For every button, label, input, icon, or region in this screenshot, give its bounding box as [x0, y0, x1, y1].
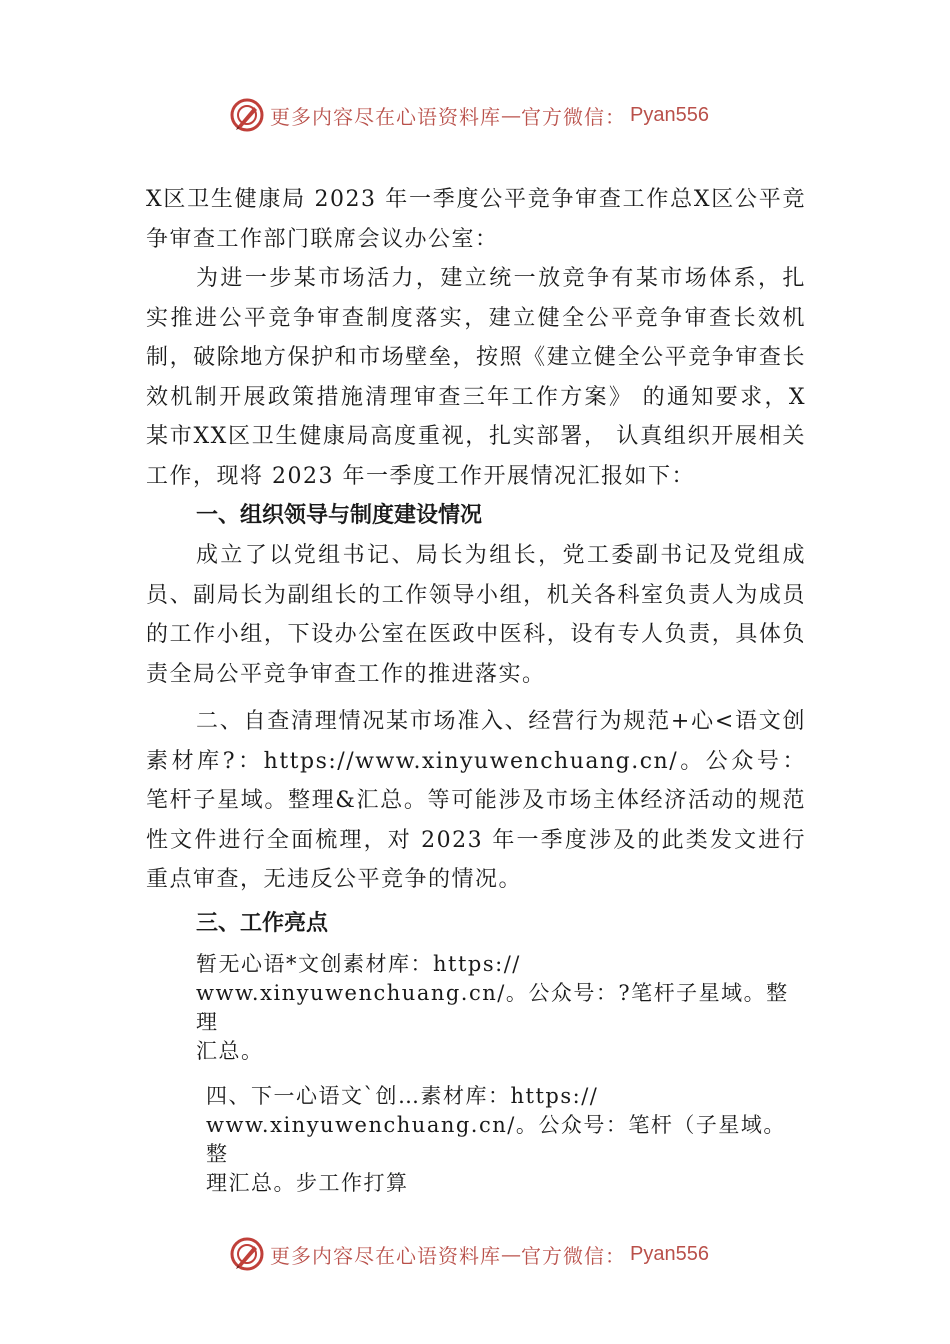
banner-dash: — — [501, 103, 521, 127]
banner-text: 更多内容尽在心语资料库 — [270, 1243, 501, 1268]
header-banner — [230, 95, 709, 135]
section4-line: 四、下一心语文`创…素材库：https:// — [206, 1083, 599, 1108]
section3-line: 汇总。 — [196, 1038, 264, 1063]
doc-intro: 为进一步某市场活力，建立统一放竞争有某市场体系，扎实推进公平竞争审查制度落实，建立健全公平竞争审查长效机制，破除地方保护和市场壁垒，按照《建立健全公平竞争审查长效机制开展政策措施清理审查三年工作方案》 的通知要求，X某市XX区卫生健康局高度重视，扎实部署， 认真组织开展相关工作，现将 2023 年一季度工作开展情况汇报如下： — [146, 266, 806, 489]
section3-line: www.xinyuwenchuang.cn/。公众号：?笔杆子星域。整理 — [196, 980, 789, 1034]
section1-heading: 一、组织领导与制度建设情况 — [196, 503, 483, 528]
section3-heading: 三、工作亮点 — [196, 910, 329, 936]
banner-text: 更多内容尽在心语资料库 — [270, 104, 501, 129]
footer-banner — [230, 1234, 709, 1274]
spacer — [146, 694, 806, 702]
section3-body — [146, 950, 806, 1066]
section4-line: 理汇总。步工作打算 — [206, 1170, 409, 1195]
banner-wechat-label: 官方微信： — [521, 1243, 626, 1268]
section1-body: 成立了以党组书记、局长为组长，党工委副书记及党组成员、副局长为副组长的工作领导小组，机关各科室负责人为成员的工作小组，下设办公室在医政中医科，设有专人负责，具体负责全局公平竞争审查工作的推进落实。 — [146, 543, 806, 687]
banner-wechat-label: 官方微信： — [521, 104, 626, 129]
document-body — [146, 180, 806, 1198]
banner-wechat-id: Pyan556 — [630, 1242, 709, 1265]
banner-wechat-id: Pyan556 — [630, 103, 709, 126]
pen-logo-icon — [230, 1237, 264, 1271]
doc-title: X区卫生健康局 2023 年一季度公平竞争审查工作总X区公平竞争审查工作部门联席会议办公室： — [146, 187, 806, 252]
section3-line: 暂无心语*文创素材库：https:// — [196, 951, 521, 976]
pen-logo-icon — [230, 98, 264, 132]
section4-line: www.xinyuwenchuang.cn/。公众号：笔杆（子星域。整 — [206, 1112, 786, 1166]
banner-dash: — — [501, 1242, 521, 1266]
section2-body: 二、自查清理情况某市场准入、经营行为规范+心<语文创素材库?：https://www.xinyuwenchuang.cn/。公众号：笔杆子星域。整理&汇总。等可能涉及市场主体经济活动的规范性文件进行全面梳理，对 2023 年一季度涉及的此类发文进行重点审查，无违反公平竞争的情况。 — [146, 709, 806, 892]
section4-body — [146, 1082, 806, 1198]
